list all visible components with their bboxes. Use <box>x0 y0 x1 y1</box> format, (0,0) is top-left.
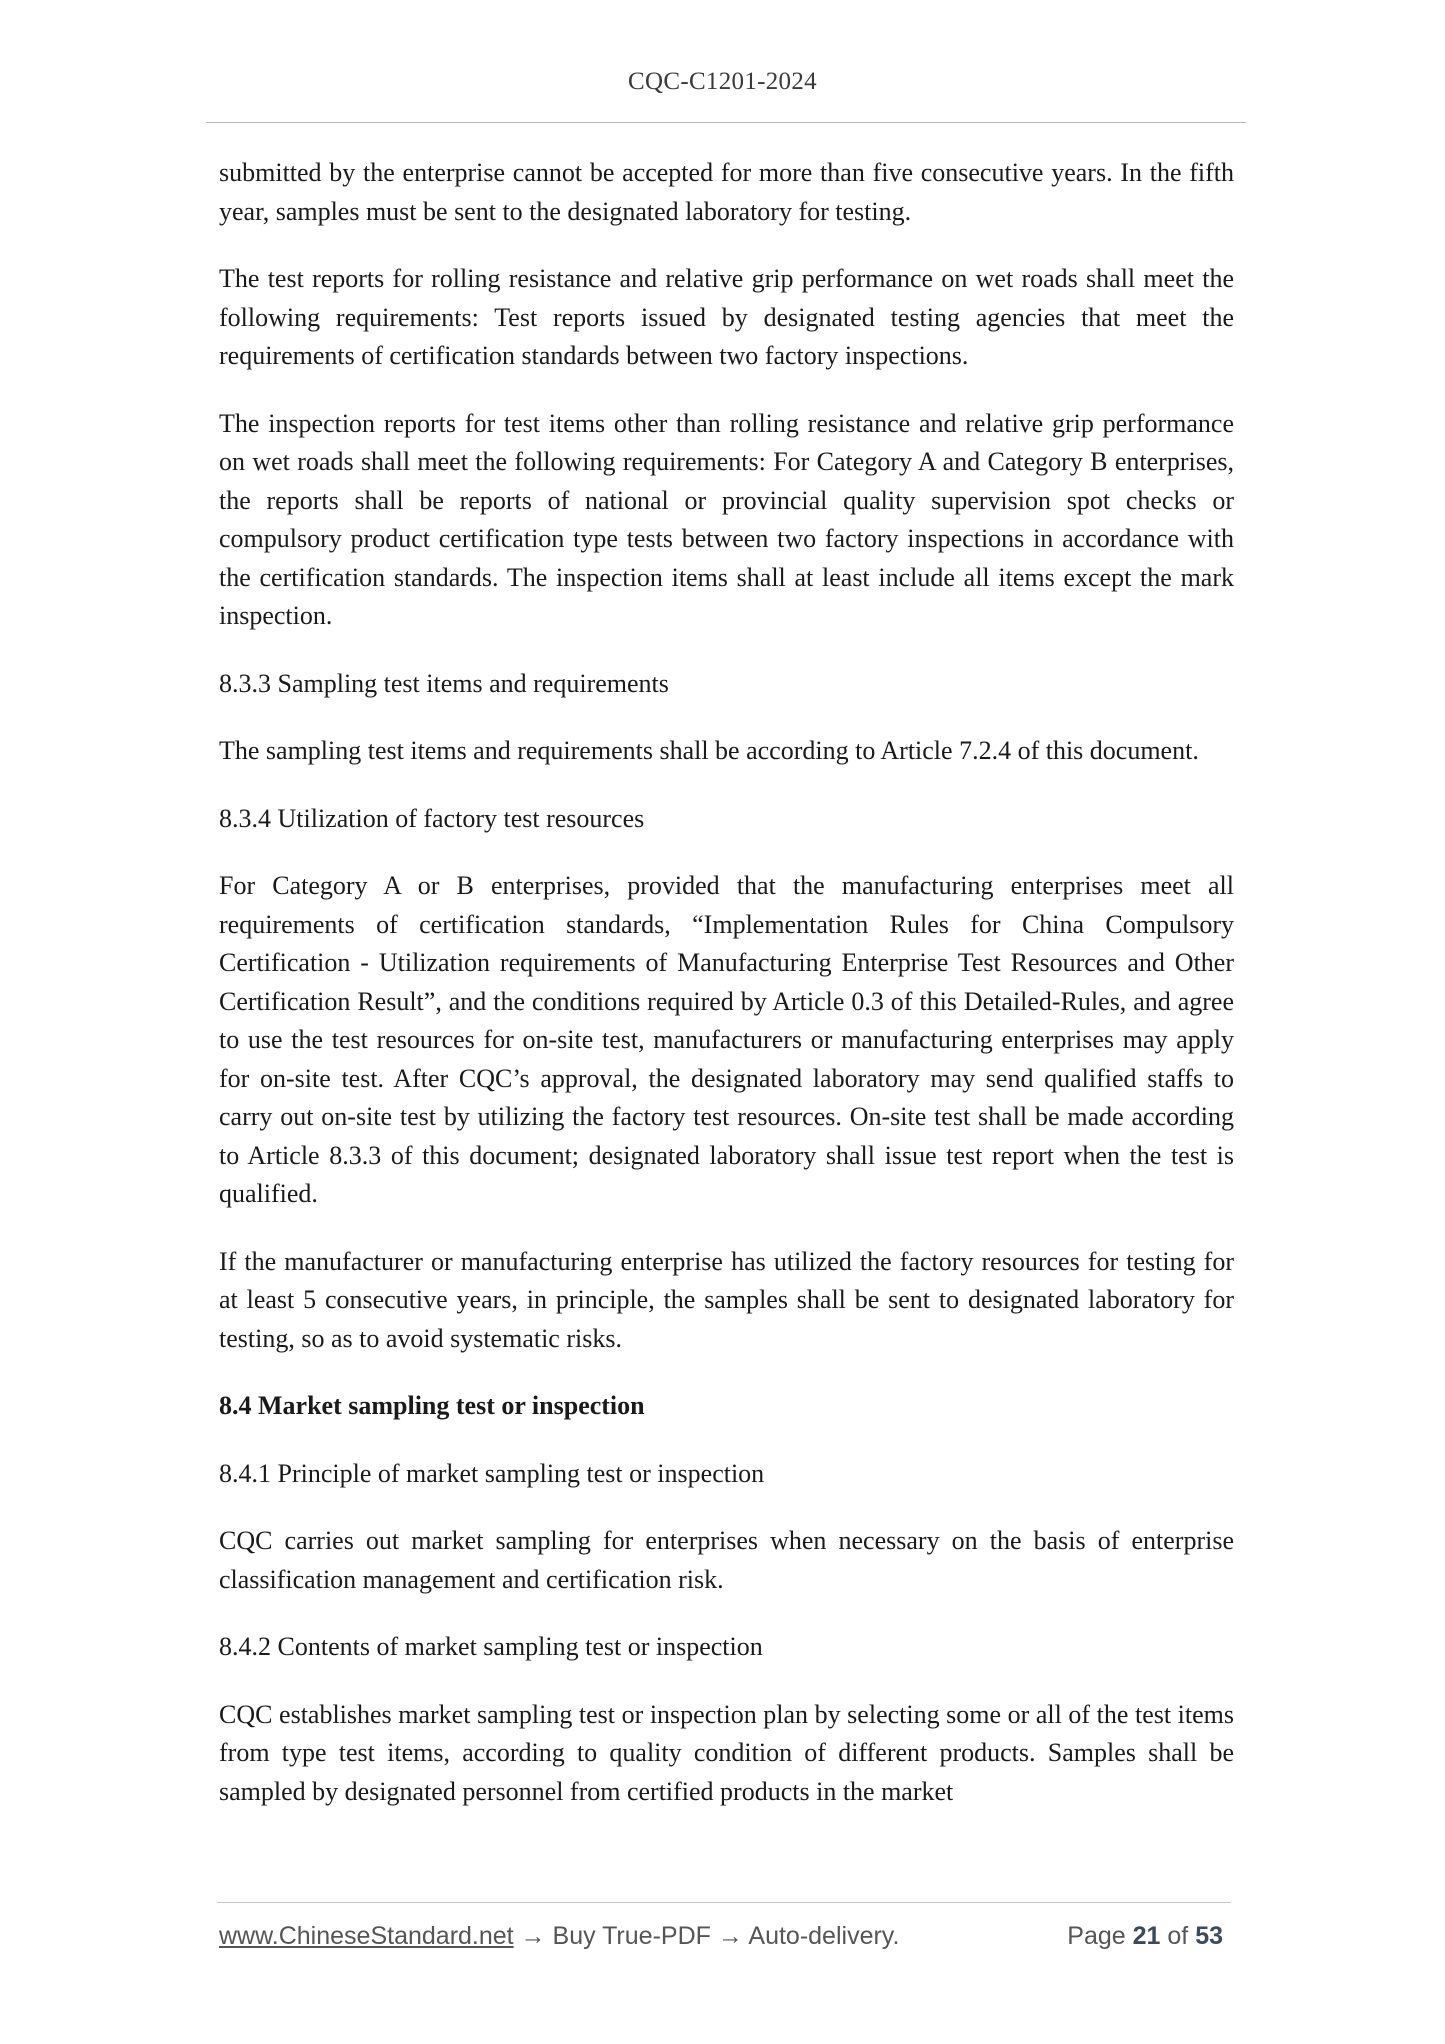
page-footer <box>219 1922 1231 1958</box>
paragraph-market-sampling-contents: CQC establishes market sampling test or inspection plan by selecting some or all of the test items from type test items, according to quality condition of different products. Samples shall be sampled by designated personnel from certified products in the market <box>219 1699 1234 1806</box>
paragraph-consecutive-years-risk: If the manufacturer or manufacturing enterprise has utilized the factory resources for testing for at least 5 consecutive years, in principle, the samples shall be sent to designated laboratory for testing, so as to avoid systematic risks. <box>219 1246 1234 1353</box>
paragraph-test-reports-rolling-resistance: The test reports for rolling resistance and relative grip performance on wet roads shall meet the following requirements: Test reports issued by designated testing agencies that meet the requirements of certification standards between two factory inspections. <box>219 264 1234 370</box>
website-link[interactable]: www.ChineseStandard.net <box>219 1922 514 1950</box>
section-heading-8-4: 8.4 Market sampling test or inspection <box>219 1391 645 1420</box>
header-divider <box>206 122 1246 123</box>
document-code-header: CQC-C1201-2024 <box>628 68 817 95</box>
section-heading-8-4-2: 8.4.2 Contents of market sampling test or inspection <box>219 1632 763 1661</box>
section-heading-8-3-4: 8.3.4 Utilization of factory test resources <box>219 803 645 833</box>
section-heading-8-4-1: 8.4.1 Principle of market sampling test or inspection <box>219 1458 765 1488</box>
page-current: 21 <box>1132 1922 1161 1950</box>
paragraph-factory-test-resources: For Category A or B enterprises, provided that the manufacturing enterprises meet all requirements of certification standards, “Implementation Rules for China Compulsory Certification - Utilization requirements of Manufacturing Enterprise Test Resources and Other Certification Result”, and the conditions required by Article 0.3 of this Detailed-Rules, and agree to use the test resources for on-site test, manufacturers or manufacturing enterprises may apply for on-site test. After CQC’s approval, the designated laboratory may send qualified staffs to carry out on-site test by utilizing the factory test resources. On-site test shall be made according to Article 8.3.3 of this document; designated laboratory shall issue test report when the test is qualified. <box>219 871 1234 1208</box>
page-of-label: of <box>1167 1922 1189 1950</box>
page-label: Page <box>1067 1922 1126 1950</box>
page-body <box>219 154 1234 1840</box>
paragraph-continuation: submitted by the enterprise cannot be accepted for more than five consecutive years. In the fifth year, samples must be sent to the designated laboratory for testing. <box>219 158 1234 226</box>
section-heading-8-3-3: 8.3.3 Sampling test items and requirements <box>219 668 669 698</box>
paragraph-market-sampling-principle: CQC carries out market sampling for enterprises when necessary on the basis of enterprise classification management and certification risk. <box>219 1526 1234 1594</box>
page-total: 53 <box>1195 1922 1223 1950</box>
page-number <box>1067 1922 1223 1951</box>
paragraph-sampling-test-items: The sampling test items and requirements shall be according to Article 7.2.4 of this document. <box>219 736 1199 765</box>
paragraph-inspection-reports-other-items: The inspection reports for test items other than rolling resistance and relative grip performance on wet roads shall meet the following requirements: For Category A and Category B enterprises, the reports shall be reports of national or provincial quality supervision spot checks or compulsory product certification type tests between two factory inspections in accordance with the certification standards. The inspection items shall at least include all items except the mark inspection. <box>219 408 1234 630</box>
footer-tagline: → Buy True-PDF → Auto-delivery. <box>513 1922 900 1950</box>
footer-promo <box>219 1922 899 1951</box>
footer-divider <box>217 1902 1231 1903</box>
